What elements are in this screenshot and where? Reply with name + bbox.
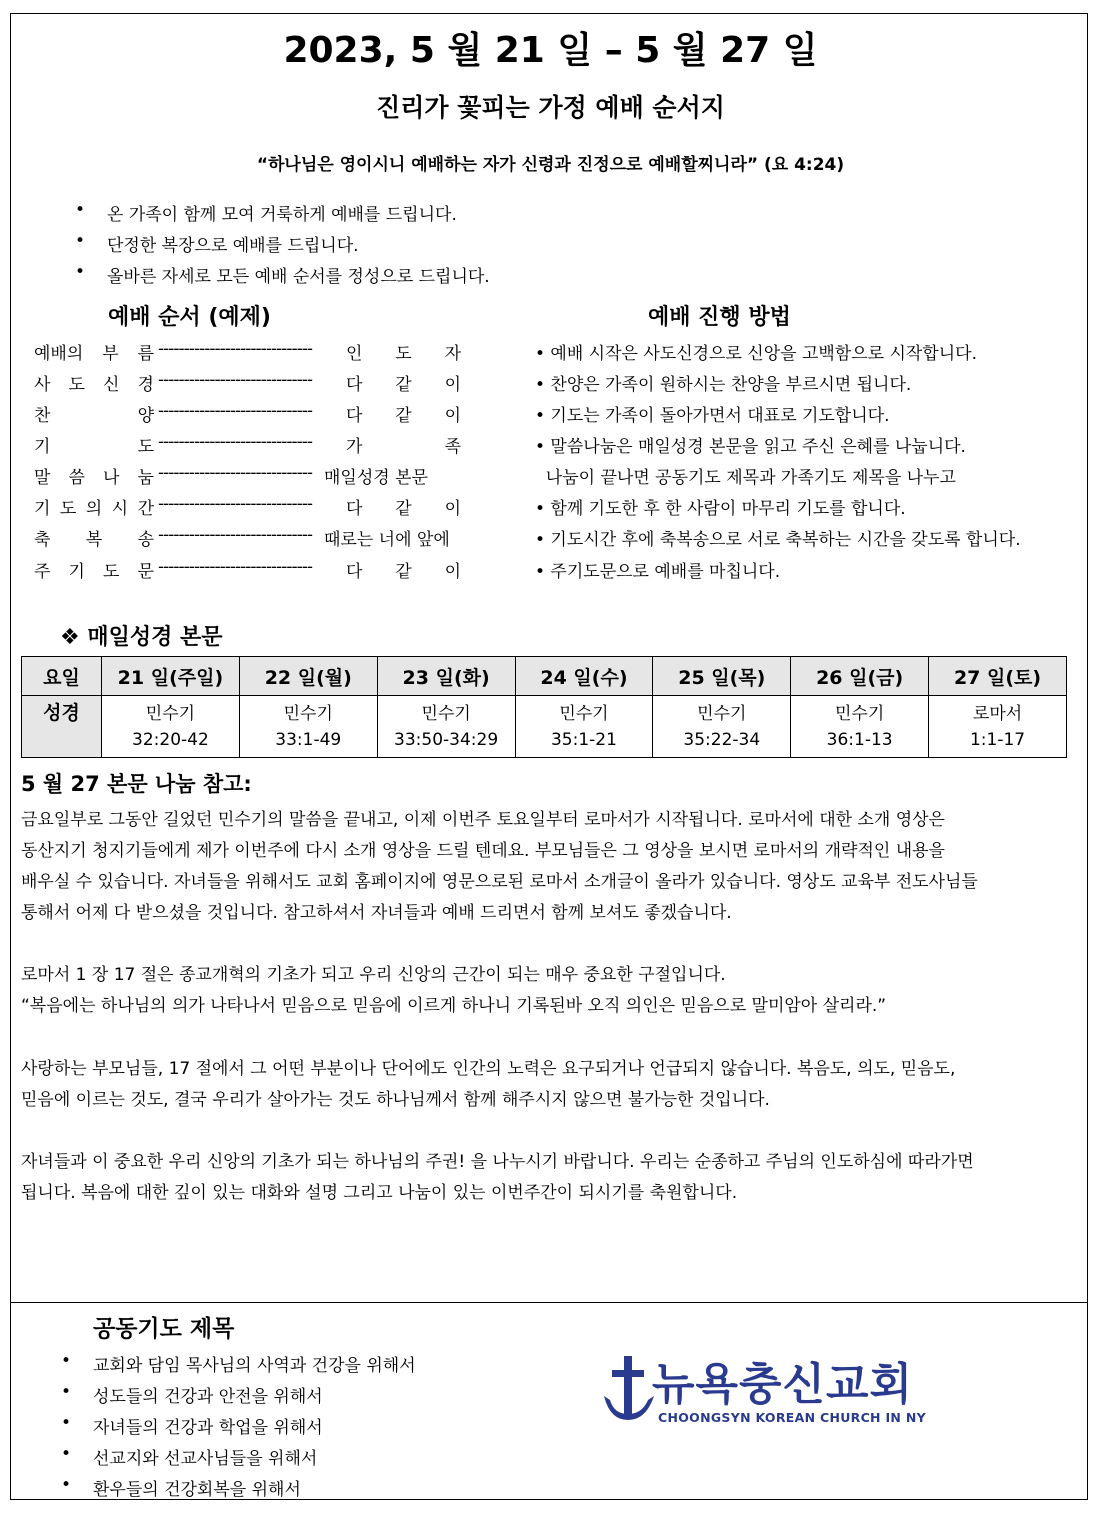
table-cell: 민수기 35:22-34 <box>653 696 791 758</box>
order-label: 말 씀 나 눔 <box>34 468 154 488</box>
table-cell: 민수기 36:1-13 <box>791 696 929 758</box>
order-value: 때로는 너에 앞에 <box>324 530 450 550</box>
table-header-cell: 22 일(월) <box>239 657 377 696</box>
order-row <box>34 432 461 460</box>
cross-anchor-icon <box>600 1354 660 1426</box>
order-value: 다 같 이 <box>346 499 461 519</box>
church-logo <box>600 1352 930 1432</box>
order-label: 사 도 신 경 <box>34 375 154 395</box>
method-item: • 예배 시작은 사도신경으로 신앙을 고백함으로 시작합니다. <box>535 344 977 364</box>
table-header-cell: 26 일(금) <box>791 657 929 696</box>
order-label: 예배의 부 름 <box>34 344 154 364</box>
method-item: • 기도시간 후에 축복송으로 서로 축복하는 시간을 갖도록 합니다. <box>535 530 1021 550</box>
order-leader: ------------------------------ <box>158 339 313 359</box>
logo-korean-name: 뉴욕충신교회 <box>652 1359 914 1410</box>
note-paragraph: 자녀들과 이 중요한 우리 신앙의 기초가 되는 하나님의 주권! 을 나누시기 바랍니다. 우리는 순종하고 주님의 인도하심에 따라가면 됩니다. 복음에 대한 깊이 있는 대화와 설명 그리고 나눔이 있는 이번주간이 되시기를 축원합니다. <box>21 1152 974 1203</box>
method-heading: 예배 진행 방법 <box>648 305 791 330</box>
order-leader: ------------------------------ <box>158 370 313 390</box>
method-item: • 기도는 가족이 돌아가면서 대표로 기도합니다. <box>535 406 890 426</box>
table-cell: 민수기 33:50-34:29 <box>377 696 515 758</box>
prayer-item: • 환우들의 건강회복을 위해서 <box>61 1475 301 1500</box>
order-row <box>34 339 461 367</box>
bible-reading-table <box>21 656 1067 758</box>
note-paragraph: 사랑하는 부모님들, 17 절에서 그 어떤 부분이나 단어에도 인간의 노력은 요구되거나 언급되지 않습니다. 복음도, 의도, 믿음도, 믿음에 이르는 것도, 결국 우리가 살아가는 것도 하나님께서 함께 해주시지 않으면 불가능한 것입니다. <box>21 1059 956 1110</box>
order-value: 다 같 이 <box>346 562 461 582</box>
guideline-item: • 온 가족이 함께 모여 거룩하게 예배를 드립니다. <box>75 200 457 225</box>
guideline-item: • 올바른 자세로 모든 예배 순서를 정성으로 드립니다. <box>75 262 490 287</box>
table-cell: 민수기 35:1-21 <box>515 696 653 758</box>
order-value: 매일성경 본문 <box>324 468 428 488</box>
table-cell: 로마서 1:1-17 <box>929 696 1067 758</box>
prayer-item: • 자녀들의 건강과 학업을 위해서 <box>61 1413 323 1438</box>
note-paragraph: 금요일부로 그동안 길었던 민수기의 말씀을 끝내고, 이제 이번주 토요일부터 로마서가 시작됩니다. 로마서에 대한 소개 영상은 동산지기 청지기들에게 제가 이번주에 다시 소개 영상을 드릴 텐데요. 부모님들은 그 영상을 보시면 로마서의 개략적인 내용을 배우실 수 있습니다. 자녀들을 위해서도 교회 홈페이지에 영문으로된 로마서 소개글이 올라가 있습니다. 영상도 교육부 전도사님들 통해서 어제 다 받으셨을 것입니다. 참고하셔서 자녀들과 예배 드리면서 함께 보셔도 좋겠습니다. <box>21 810 978 923</box>
order-row <box>34 401 461 429</box>
prayer-item: • 선교지와 선교사님들을 위해서 <box>61 1444 318 1469</box>
order-label: 축 복 송 <box>34 530 154 550</box>
method-item: • 말씀나눔은 매일성경 본문을 읽고 주신 은혜를 나눕니다. <box>535 437 966 457</box>
table-header-cell: 23 일(화) <box>377 657 515 696</box>
table-header-cell: 21 일(주일) <box>102 657 240 696</box>
prayer-heading: 공동기도 제목 <box>93 1316 235 1342</box>
table-row-label: 성경 <box>22 696 102 758</box>
method-item: 나눔이 끝나면 공동기도 제목과 가족기도 제목을 나누고 <box>535 468 956 488</box>
method-item: • 함께 기도한 후 한 사람이 마무리 기도를 합니다. <box>535 499 906 519</box>
method-item: • 주기도문으로 예배를 마칩니다. <box>535 562 781 582</box>
page-subtitle: 진리가 꽃피는 가정 예배 순서지 <box>376 93 725 122</box>
order-leader: ------------------------------ <box>158 525 313 545</box>
method-item: • 찬양은 가족이 원하시는 찬양을 부르시면 됩니다. <box>535 375 912 395</box>
table-cell: 민수기 32:20-42 <box>102 696 240 758</box>
order-value: 다 같 이 <box>346 375 461 395</box>
order-leader: ------------------------------ <box>158 432 313 452</box>
table-header-cell: 25 일(목) <box>653 657 791 696</box>
order-heading: 예배 순서 (예제) <box>108 305 271 330</box>
order-leader: ------------------------------ <box>158 463 313 483</box>
section-divider <box>10 1302 1088 1303</box>
bible-heading: ❖ 매일성경 본문 <box>60 625 223 650</box>
order-label: 주 기 도 문 <box>34 562 154 582</box>
order-leader: ------------------------------ <box>158 401 313 421</box>
order-row <box>34 557 461 585</box>
order-value: 다 같 이 <box>346 406 461 426</box>
table-header-cell: 요일 <box>22 657 102 696</box>
order-value: 가 족 <box>346 437 461 457</box>
prayer-item: • 교회와 담임 목사님의 사역과 건강을 위해서 <box>61 1351 416 1376</box>
table-header-cell: 27 일(토) <box>929 657 1067 696</box>
note-heading: 5 월 27 본문 나눔 참고: <box>21 772 252 796</box>
order-row <box>34 525 450 553</box>
order-row <box>34 494 461 522</box>
order-value: 인 도 자 <box>346 344 461 364</box>
table-header-cell: 24 일(수) <box>515 657 653 696</box>
logo-english-name: CHOONGSYN KOREAN CHURCH IN NY <box>658 1410 926 1425</box>
table-row <box>22 696 1067 758</box>
scripture-quote: “하나님은 영이시니 예배하는 자가 신령과 진정으로 예배할찌니라” (요 4:24) <box>256 155 845 175</box>
guideline-item: • 단정한 복장으로 예배를 드립니다. <box>75 231 359 256</box>
page-title-date: 2023, 5 월 21 일 – 5 월 27 일 <box>283 30 818 71</box>
order-row <box>34 463 434 491</box>
prayer-item: • 성도들의 건강과 안전을 위해서 <box>61 1382 323 1407</box>
table-header-row <box>22 657 1067 696</box>
order-label: 기 도 <box>34 437 154 457</box>
order-label: 기 도 의 시 간 <box>34 499 154 519</box>
order-row <box>34 370 461 398</box>
note-paragraph: 로마서 1 장 17 절은 종교개혁의 기초가 되고 우리 신앙의 근간이 되는 매우 중요한 구절입니다. “복음에는 하나님의 의가 나타나서 믿음으로 믿음에 이르게 하나니 기록된바 오직 의인은 믿음으로 말미암아 살리라.” <box>21 965 887 1016</box>
table-cell: 민수기 33:1-49 <box>239 696 377 758</box>
order-leader: ------------------------------ <box>158 494 313 514</box>
order-label: 찬 양 <box>34 406 154 426</box>
order-leader: ------------------------------ <box>158 557 313 577</box>
